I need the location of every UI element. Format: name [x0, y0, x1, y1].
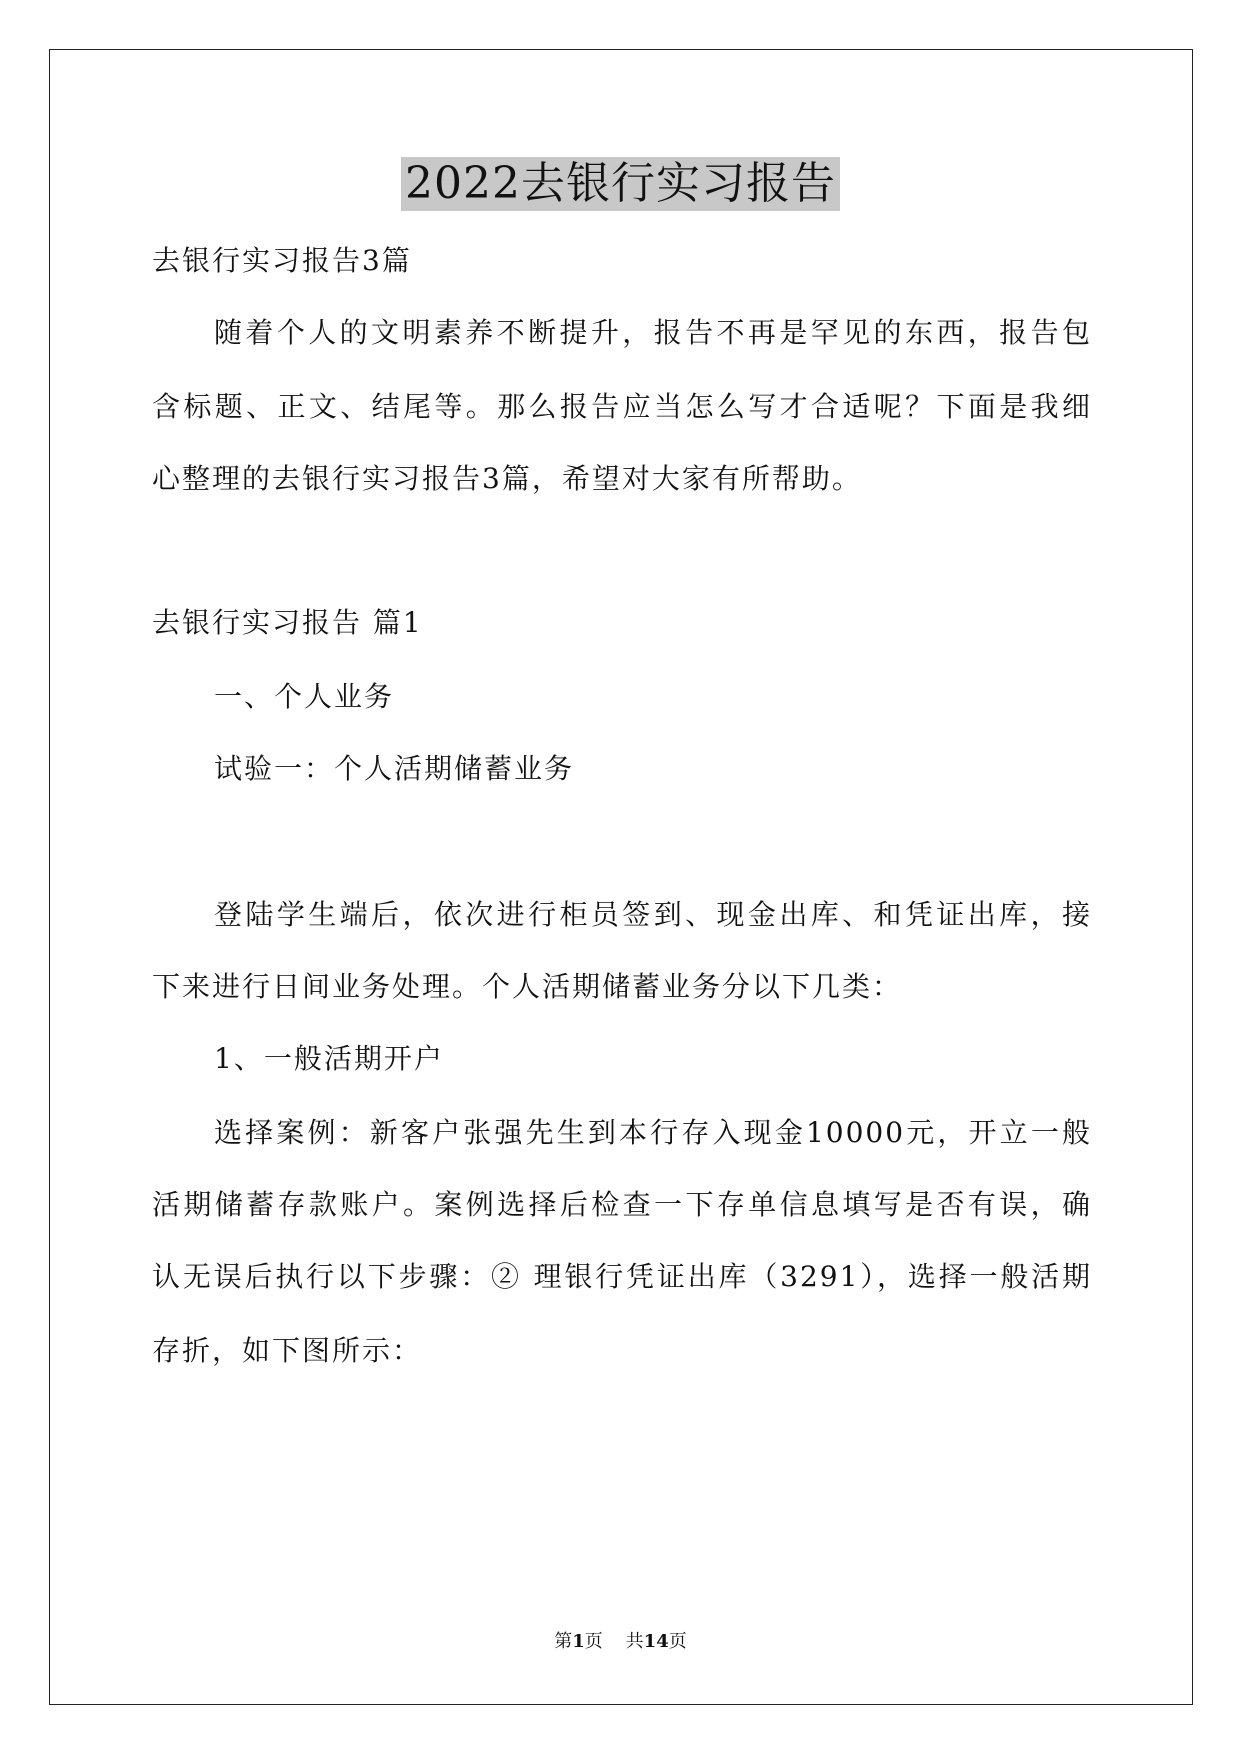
intro-line-2: 含标题、正文、结尾等。那么报告应当怎么写才合适呢？下面是我细 [152, 390, 1092, 423]
case-line-1: 选择案例：新客户张强先生到本行存入现金10000元，开立一般 [214, 1116, 1092, 1149]
intro-line-3: 心整理的去银行实习报告3篇，希望对大家有所帮助。 [152, 462, 862, 495]
list-item-1: 1、一般活期开户 [214, 1042, 444, 1075]
footer-mid: 页 共 [584, 1631, 644, 1652]
case-line-3: 认无误后执行以下步骤：② 理银行凭证出库（3291），选择一般活期 [152, 1260, 1092, 1293]
subheading-personal-business: 一、个人业务 [214, 680, 395, 713]
doc-subtitle: 去银行实习报告3篇 [152, 244, 412, 277]
case-line-4: 存折，如下图所示： [152, 1334, 423, 1367]
intro-line-1: 随着个人的文明素养不断提升，报告不再是罕见的东西，报告包 [214, 316, 1092, 349]
section-heading-1: 去银行实习报告 篇1 [152, 606, 423, 639]
footer-page-total: 14 [643, 1631, 669, 1652]
footer-page-number: 1 [572, 1631, 585, 1652]
title-container [0, 157, 1241, 211]
subheading-experiment-1: 试验一：个人活期储蓄业务 [214, 752, 575, 785]
case-line-2: 活期储蓄存款账户。案例选择后检查一下存单信息填写是否有误，确 [152, 1188, 1092, 1221]
page-border [49, 49, 1193, 1705]
footer-prefix: 第 [554, 1631, 573, 1652]
body-line-1: 登陆学生端后，依次进行柜员签到、现金出库、和凭证出库，接 [214, 898, 1092, 931]
page-footer [0, 1631, 1241, 1653]
footer-suffix: 页 [668, 1631, 687, 1652]
body-line-2: 下来进行日间业务处理。个人活期储蓄业务分以下几类： [152, 970, 903, 1003]
document-title: 2022去银行实习报告 [401, 157, 840, 211]
